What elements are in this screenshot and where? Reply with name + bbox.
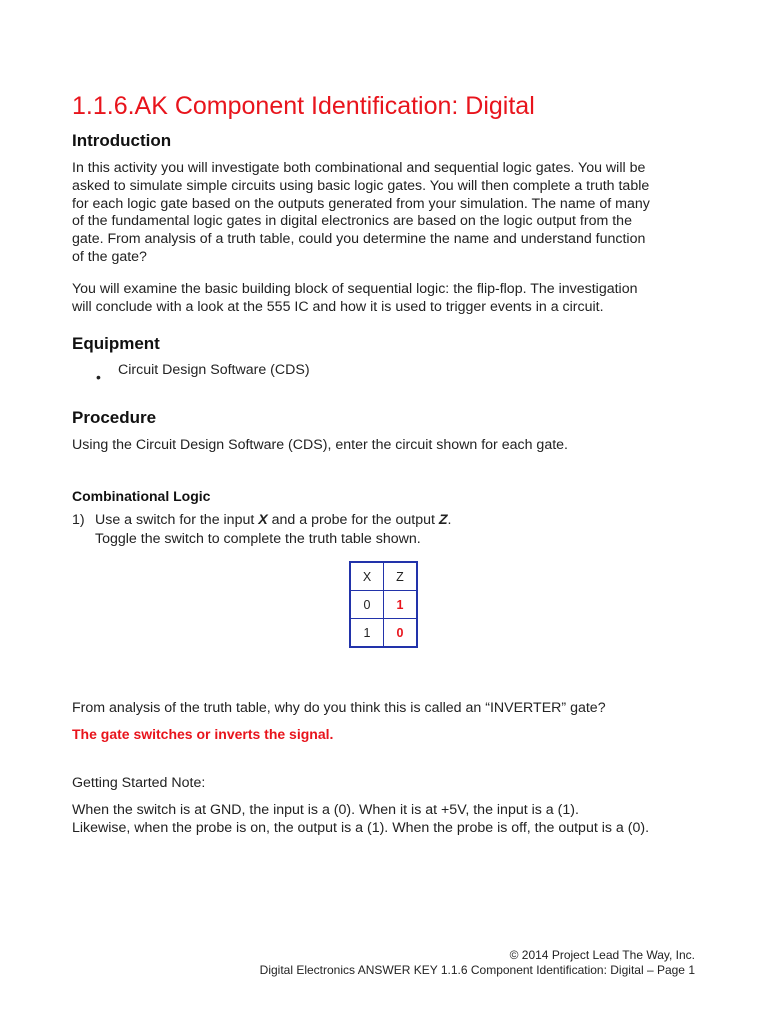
step-text-end: .: [447, 512, 452, 528]
output-variable-z: Z: [438, 512, 448, 528]
truth-table: [349, 561, 418, 648]
introduction-paragraph-2: [72, 281, 712, 317]
note-line-1: When the switch is at GND, the input is a (0). When it is at +5V, the input is a (1).: [72, 802, 579, 818]
step-number: 1): [72, 512, 85, 528]
page-title: 1.1.6.AK Component Identification: Digital: [72, 92, 535, 120]
footer-copyright: © 2014 Project Lead The Way, Inc.: [509, 948, 695, 962]
truth-table-cell-output: 1: [384, 591, 418, 619]
truth-table-cell-output: 0: [384, 619, 418, 648]
truth-table-header-x: X: [350, 562, 384, 591]
introduction-paragraph-1: [72, 160, 712, 267]
procedure-heading: Procedure: [72, 408, 157, 427]
text-line: of the fundamental logic gates in digital electronics are based on the logic output from the: [72, 213, 632, 230]
combinational-logic-heading: Combinational Logic: [72, 488, 211, 504]
step-text-pre: Use a switch for the input: [95, 512, 259, 528]
note-heading: Getting Started Note:: [72, 775, 206, 791]
text-line: In this activity you will investigate both combinational and sequential logic gates. You will be: [72, 160, 646, 176]
equipment-heading: Equipment: [72, 334, 160, 353]
truth-table-row: [350, 591, 417, 619]
step-instruction: [95, 512, 452, 530]
inverter-question: From analysis of the truth table, why do you think this is called an “INVERTER” gate?: [72, 700, 606, 716]
truth-table-cell-input: 0: [350, 591, 384, 619]
truth-table-header-z: Z: [384, 562, 418, 591]
step-text-mid: and a probe for the output: [267, 512, 439, 528]
text-line: of the gate?: [72, 248, 147, 265]
equipment-item: Circuit Design Software (CDS): [118, 362, 310, 378]
step-instruction-line-2: Toggle the switch to complete the truth table shown.: [95, 531, 421, 547]
text-line: asked to simulate simple circuits using basic logic gates. You will then complete a truth table: [72, 177, 650, 194]
text-line: will conclude with a look at the 555 IC and how it is used to trigger events in a circuit.: [72, 298, 604, 315]
bullet-icon: •: [96, 369, 101, 385]
note-line-2: Likewise, when the probe is on, the output is a (1). When the probe is off, the output is a (0).: [72, 820, 650, 836]
truth-table-cell-input: 1: [350, 619, 384, 648]
inverter-answer: The gate switches or inverts the signal.: [72, 726, 334, 742]
procedure-text: Using the Circuit Design Software (CDS), enter the circuit shown for each gate.: [72, 437, 568, 453]
input-variable-x: X: [258, 512, 268, 528]
truth-table-header-row: [350, 562, 417, 591]
truth-table-row: [350, 619, 417, 648]
introduction-heading: Introduction: [72, 131, 172, 150]
text-line: You will examine the basic building block of sequential logic: the flip-flop. The investigation: [72, 281, 638, 297]
footer-page-info: Digital Electronics ANSWER KEY 1.1.6 Component Identification: Digital – Page 1: [259, 963, 695, 977]
text-line: for each logic gate based on the outputs generated from your simulation. The name of many: [72, 195, 650, 212]
text-line: gate. From analysis of a truth table, could you determine the name and understand function: [72, 231, 646, 248]
